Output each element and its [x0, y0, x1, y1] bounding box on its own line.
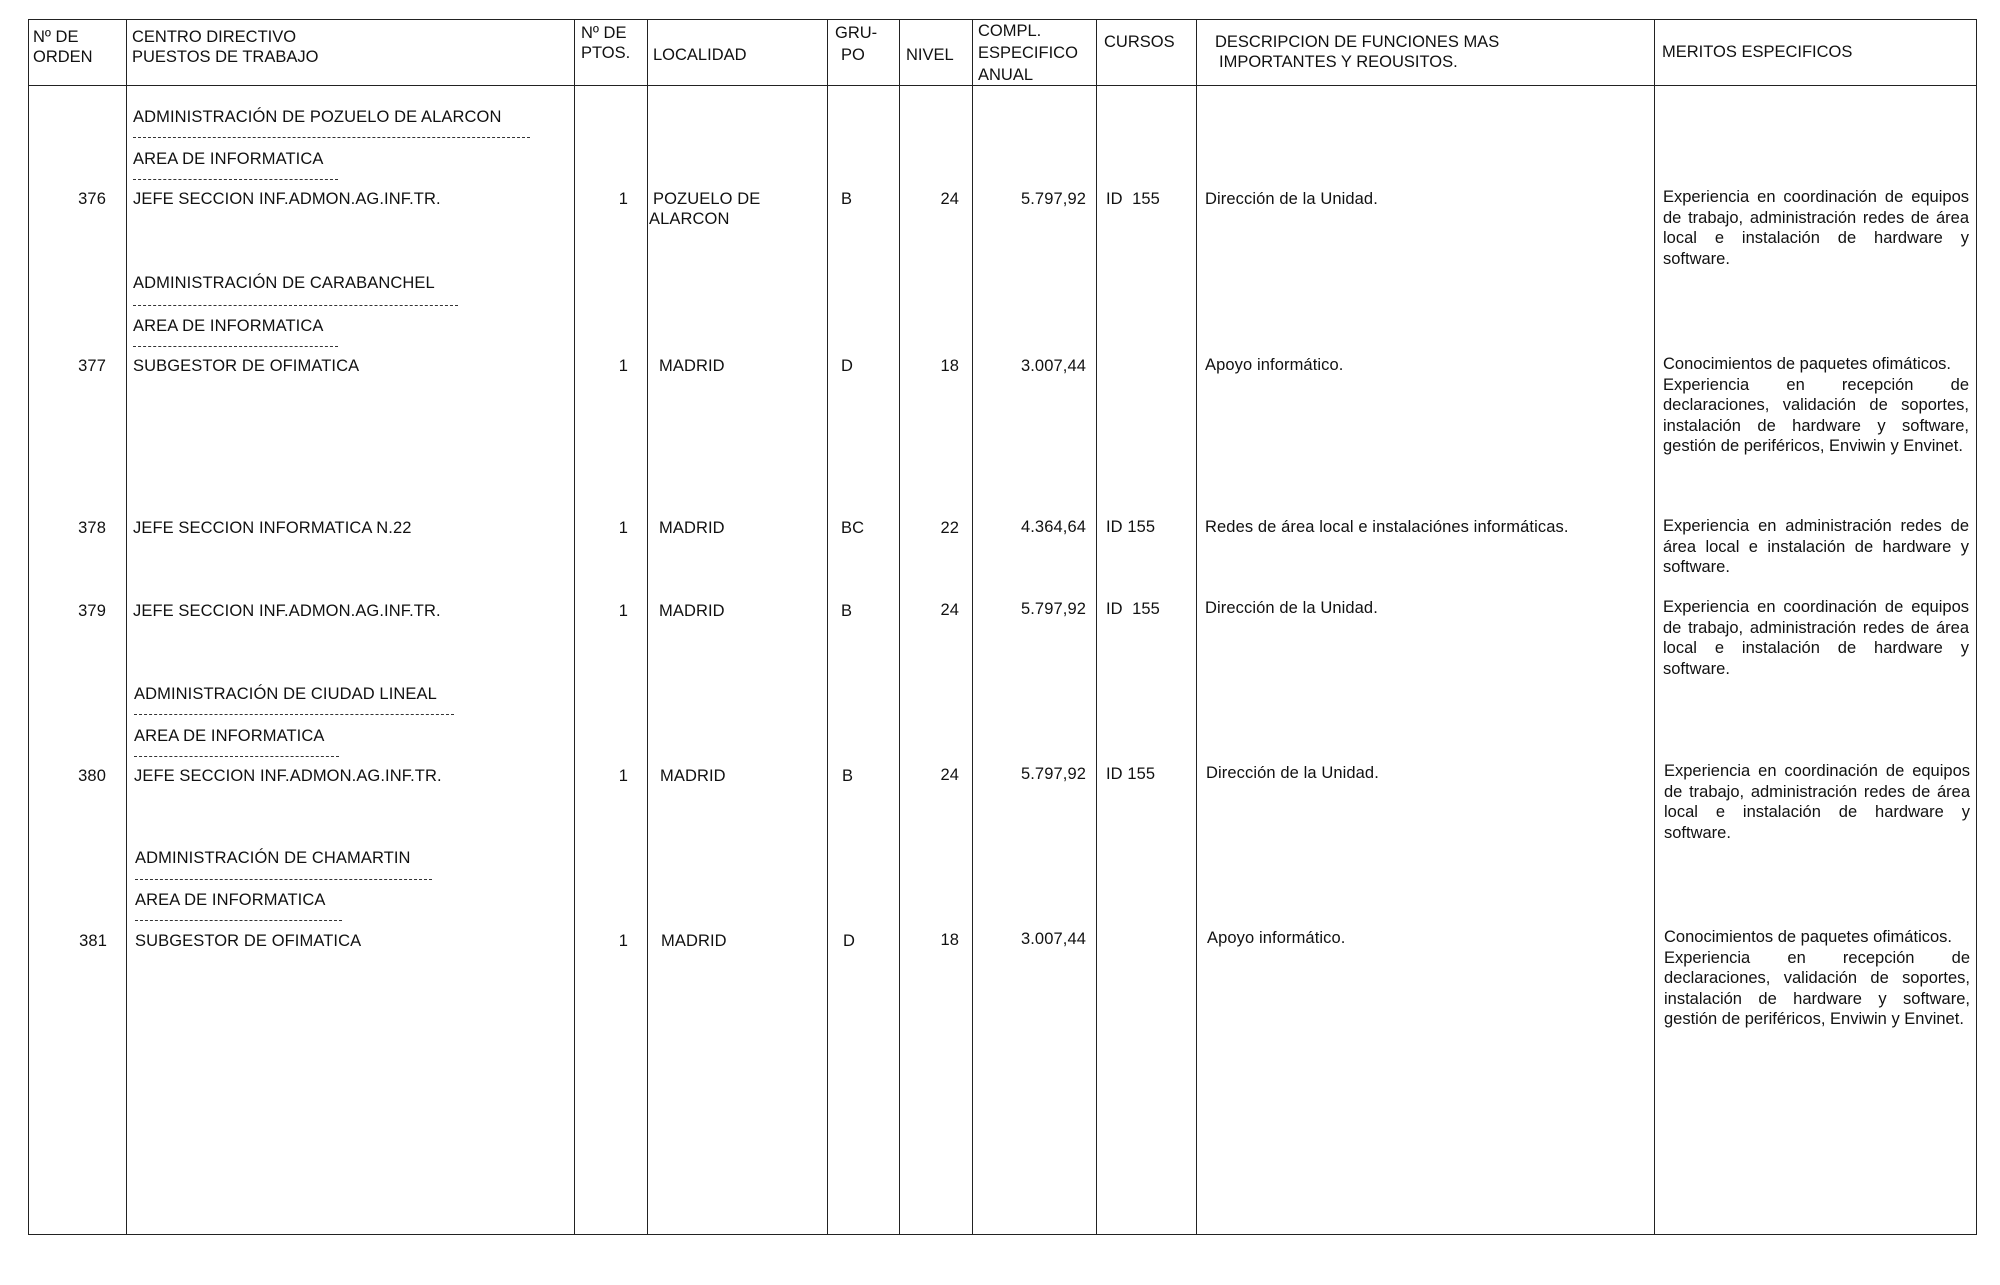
row-nivel: 18 — [940, 357, 959, 375]
underline — [134, 714, 454, 715]
row-grupo: B — [841, 190, 853, 208]
header-ptos-line2: PTOS. — [581, 44, 631, 62]
row-grupo: D — [841, 357, 854, 375]
row-meritos — [1663, 516, 1969, 578]
section-admin-title: ADMINISTRACIÓN DE POZUELO DE ALARCON — [133, 108, 502, 126]
row-orden: 376 — [78, 190, 106, 208]
row-puesto: JEFE SECCION INF.ADMON.AG.INF.TR. — [133, 602, 441, 620]
section-area-title: AREA DE INFORMATICA — [133, 317, 324, 335]
header-orden-line2: ORDEN — [33, 48, 93, 66]
column-divider — [972, 19, 973, 1235]
row-ptos: 1 — [618, 357, 628, 375]
header-divider — [28, 85, 1977, 86]
section-area-title: AREA DE INFORMATICA — [135, 891, 326, 909]
underline — [133, 346, 338, 347]
row-localidad-line1: POZUELO DE — [653, 190, 761, 208]
row-grupo: B — [841, 602, 853, 620]
row-descripcion: Redes de área local e instalaciónes informáticas. — [1205, 518, 1569, 536]
column-divider — [647, 19, 648, 1235]
header-grupo-line2: PO — [841, 46, 865, 64]
row-grupo: D — [843, 932, 856, 950]
row-compl: 3.007,44 — [1020, 930, 1086, 948]
row-cursos: ID 155 — [1106, 765, 1156, 783]
header-compl-line2: ESPECIFICO — [978, 44, 1078, 62]
merit-paragraph: Experiencia en coordinación de equipos de trabajo, administración redes de área local e instalación de hardware y software. — [1663, 188, 1969, 268]
row-ptos: 1 — [618, 932, 628, 950]
row-localidad: MADRID — [659, 602, 725, 620]
row-descripcion: Apoyo informático. — [1207, 929, 1346, 947]
row-orden: 379 — [78, 602, 106, 620]
row-meritos — [1663, 187, 1969, 269]
column-divider — [1196, 19, 1197, 1235]
column-divider — [574, 19, 575, 1235]
header-compl-line3: ANUAL — [978, 66, 1034, 84]
row-meritos — [1664, 761, 1970, 843]
row-compl: 5.797,92 — [1020, 765, 1086, 783]
column-divider — [126, 19, 127, 1235]
row-compl: 5.797,92 — [1020, 190, 1086, 208]
header-cursos: CURSOS — [1104, 33, 1175, 51]
underline — [135, 879, 432, 880]
section-area-title: AREA DE INFORMATICA — [134, 727, 325, 745]
row-nivel: 24 — [940, 601, 959, 619]
section-admin-title: ADMINISTRACIÓN DE CARABANCHEL — [133, 274, 435, 292]
header-compl-line1: COMPL. — [978, 22, 1042, 40]
row-descripcion: Dirección de la Unidad. — [1205, 190, 1378, 208]
column-divider — [1096, 19, 1097, 1235]
row-compl: 5.797,92 — [1020, 600, 1086, 618]
row-descripcion: Dirección de la Unidad. — [1206, 764, 1379, 782]
header-localidad: LOCALIDAD — [653, 46, 747, 64]
row-orden: 381 — [79, 932, 107, 950]
row-localidad: MADRID — [661, 932, 727, 950]
underline — [133, 137, 530, 138]
merit-paragraph: Experiencia en recepción de declaraciones, validación de soportes, instalación de hardware y software, gestión de periféricos, Enviwin y Envinet. — [1663, 375, 1969, 455]
row-nivel: 22 — [940, 519, 959, 537]
row-grupo: B — [842, 767, 854, 785]
header-centro-line2: PUESTOS DE TRABAJO — [132, 48, 319, 66]
header-nivel: NIVEL — [906, 46, 954, 64]
row-nivel: 18 — [940, 931, 959, 949]
underline — [133, 305, 458, 306]
row-meritos — [1664, 927, 1970, 1030]
row-ptos: 1 — [618, 602, 628, 620]
row-meritos — [1663, 354, 1969, 457]
row-ptos: 1 — [618, 190, 628, 208]
row-puesto: SUBGESTOR DE OFIMATICA — [133, 357, 360, 375]
row-cursos: ID 155 — [1106, 518, 1156, 536]
row-nivel: 24 — [940, 766, 959, 784]
header-centro-line1: CENTRO DIRECTIVO — [132, 28, 297, 46]
merit-paragraph: Experiencia en recepción de declaraciones, validación de soportes, instalación de hardware y software, gestión de periféricos, Enviwin y Envinet. — [1664, 948, 1970, 1028]
row-puesto: SUBGESTOR DE OFIMATICA — [135, 932, 362, 950]
header-descripcion-line1: DESCRIPCION DE FUNCIONES MAS — [1215, 33, 1500, 51]
row-compl: 4.364,64 — [1020, 518, 1086, 536]
row-cursos: ID 155 — [1106, 600, 1160, 618]
merit-paragraph: Conocimientos de paquetes ofimáticos. — [1663, 355, 1951, 373]
row-descripcion: Dirección de la Unidad. — [1205, 599, 1378, 617]
row-puesto: JEFE SECCION INF.ADMON.AG.INF.TR. — [134, 767, 442, 785]
row-compl: 3.007,44 — [1020, 357, 1086, 375]
merit-paragraph: Conocimientos de paquetes ofimáticos. — [1664, 928, 1952, 946]
row-localidad-line2: ALARCON — [649, 210, 730, 228]
row-localidad: MADRID — [659, 357, 725, 375]
section-admin-title: ADMINISTRACIÓN DE CHAMARTIN — [135, 849, 411, 867]
row-localidad: MADRID — [660, 767, 726, 785]
row-puesto: JEFE SECCION INF.ADMON.AG.INF.TR. — [133, 190, 441, 208]
merit-paragraph: Experiencia en administración redes de área local e instalación de hardware y software. — [1663, 517, 1969, 576]
column-divider — [899, 19, 900, 1235]
section-admin-title: ADMINISTRACIÓN DE CIUDAD LINEAL — [134, 685, 437, 703]
merit-paragraph: Experiencia en coordinación de equipos de trabajo, administración redes de área local e instalación de hardware y software. — [1663, 598, 1969, 678]
header-descripcion-line2: IMPORTANTES Y REOUSITOS. — [1219, 53, 1458, 71]
row-meritos — [1663, 597, 1969, 679]
header-ptos-line1: Nº DE — [581, 24, 627, 42]
underline — [134, 756, 339, 757]
row-puesto: JEFE SECCION INFORMATICA N.22 — [133, 519, 412, 537]
column-divider — [1654, 19, 1655, 1235]
underline — [135, 920, 342, 921]
row-descripcion: Apoyo informático. — [1205, 356, 1344, 374]
row-orden: 377 — [78, 357, 106, 375]
header-orden-line1: Nº DE — [33, 28, 79, 46]
row-cursos: ID 155 — [1106, 190, 1160, 208]
row-orden: 380 — [78, 767, 106, 785]
header-grupo-line1: GRU- — [835, 24, 878, 42]
column-divider — [827, 19, 828, 1235]
row-grupo: BC — [841, 519, 865, 537]
row-nivel: 24 — [940, 190, 959, 208]
header-meritos: MERITOS ESPECIFICOS — [1662, 43, 1853, 61]
section-area-title: AREA DE INFORMATICA — [133, 150, 324, 168]
row-localidad: MADRID — [659, 519, 725, 537]
row-orden: 378 — [78, 519, 106, 537]
row-ptos: 1 — [618, 767, 628, 785]
underline — [133, 179, 338, 180]
merit-paragraph: Experiencia en coordinación de equipos de trabajo, administración redes de área local e instalación de hardware y software. — [1664, 762, 1970, 842]
row-ptos: 1 — [618, 519, 628, 537]
